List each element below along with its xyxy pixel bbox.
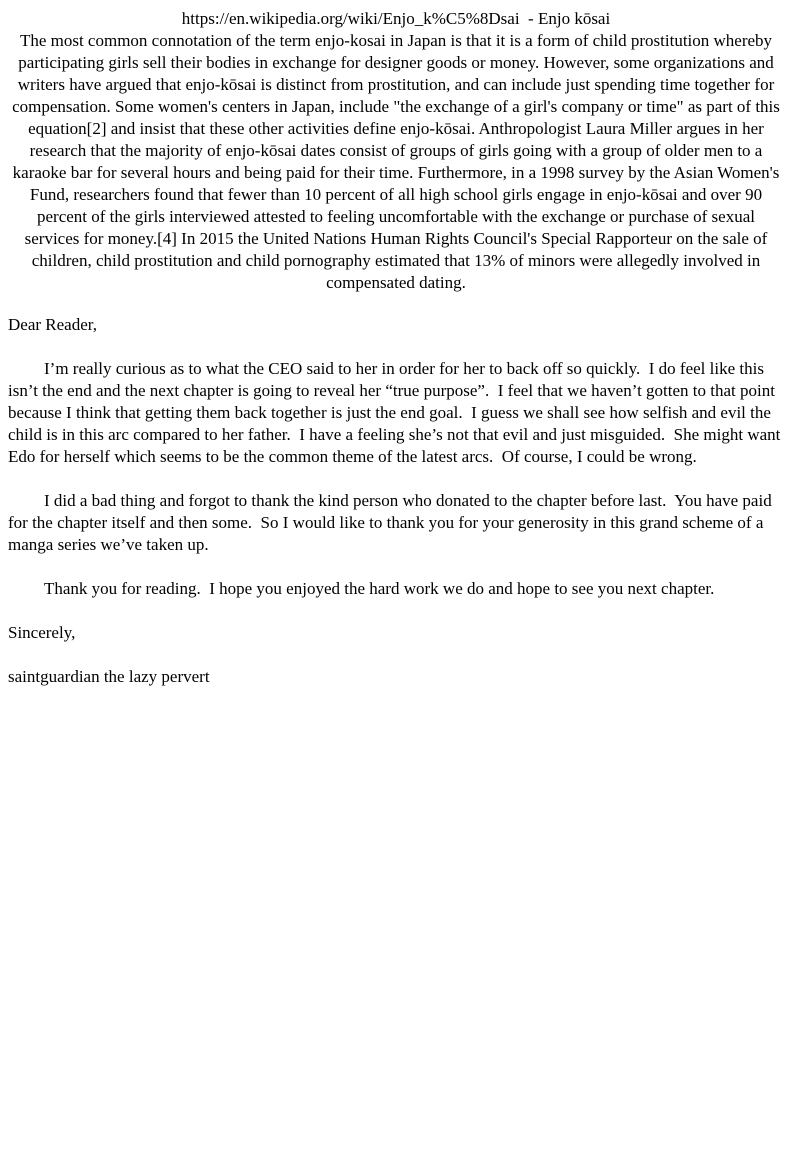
letter-paragraph: Thank you for reading. I hope you enjoyed the hard work we do and hope to see you next chapter.: [44, 579, 715, 598]
letter-signature: saintguardian the lazy pervert: [8, 667, 210, 686]
letter-salutation: Dear Reader,: [8, 315, 97, 334]
wiki-excerpt-paragraph: The most common connotation of the term enjo-kosai in Japan is that it is a form of child prostitution whereby participating girls sell their bodies in exchange for designer goods or money. However, some organizations and writers have argued that enjo-kōsai is distinct from prostitution, and can include just spending time together for compensation. Some women's centers in Japan, include "the exchange of a girl's company or time" as part of this equation[2] and insist that these other activities define enjo-kōsai. Anthropologist Laura Miller argues in her research that the majority of enjo-kōsai dates consist of groups of girls going with a group of older men to a karaoke bar for several hours and being paid for their time. Furthermore, in a 1998 survey by the Asian Women's Fund, researchers found that fewer than 10 percent of all high school girls engage in enjo-kōsai and over 90 percent of the girls interviewed attested to feeling uncomfortable with the exchange or purchase of sexual services for money.[4] In 2015 the United Nations Human Rights Council's Special Rapporteur on the sale of children, child prostitution and child pornography estimated that 13% of minors were allegedly involved in compensated dating.: [12, 31, 785, 292]
letter-paragraph: I’m really curious as to what the CEO said to her in order for her to back off so quickly. I do feel like this isn’t the end and the next chapter is going to reveal her “true purpose”. I feel that we haven’t gotten to that point because I think that getting them back together is just the end goal. I guess we shall see how selfish and evil the child is in this arc compared to her father. I have a feeling she’s not that evil and just misguided. She might want Edo for herself which seems to be the common theme of the latest arcs. Of course, I could be wrong.: [8, 359, 785, 466]
source-url-line: https://en.wikipedia.org/wiki/Enjo_k%C5%8Dsai - Enjo kōsai: [181, 9, 611, 28]
letter-paragraph: I did a bad thing and forgot to thank the kind person who donated to the chapter before last. You have paid for the chapter itself and then some. So I would like to thank you for your generosity in this grand scheme of a manga series we’ve taken up.: [8, 491, 776, 554]
letter-closing: Sincerely,: [8, 623, 76, 642]
